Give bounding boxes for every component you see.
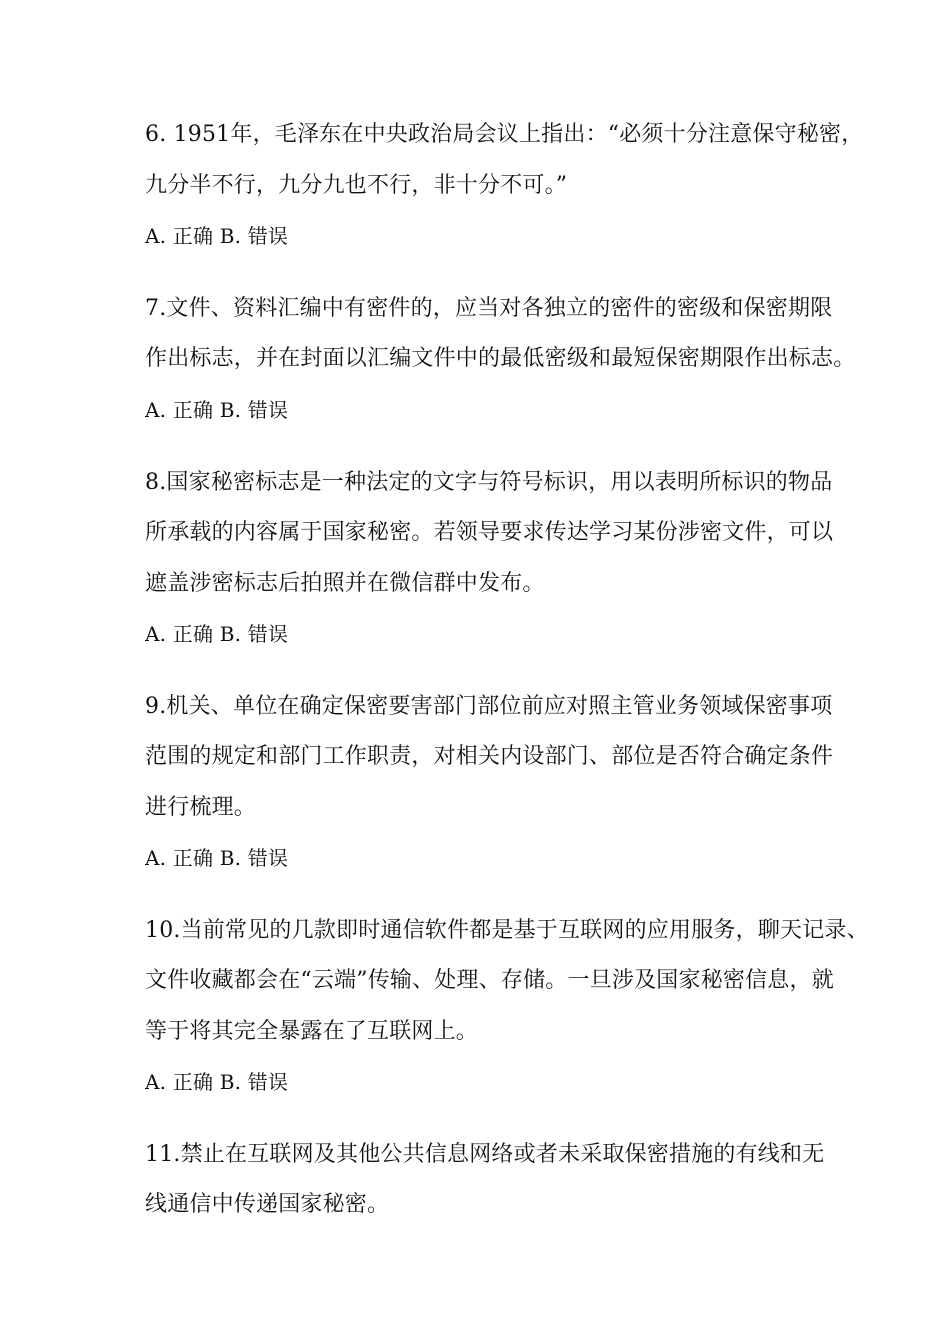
question-10-line-1: 10.当前常见的几款即时通信软件都是基于互联网的应用服务，聊天记录、 — [145, 918, 869, 943]
question-6-options: A. 正确 B. 错误 — [145, 224, 289, 248]
question-8-line-1: 8.国家秘密标志是一种法定的文字与符号标识，用以表明所标识的物品 — [145, 470, 833, 495]
question-9-options: A. 正确 B. 错误 — [145, 846, 289, 870]
question-6-line-2: 九分半不行，九分九也不行，非十分不可。” — [145, 173, 568, 198]
question-10-line-2: 文件收藏都会在“云端”传输、处理、存储。一旦涉及国家秘密信息，就 — [145, 968, 834, 993]
question-8-options: A. 正确 B. 错误 — [145, 622, 289, 646]
question-7-line-2: 作出标志，并在封面以汇编文件中的最低密级和最短保密期限作出标志。 — [145, 346, 856, 371]
question-7-line-1: 7.文件、资料汇编中有密件的，应当对各独立的密件的密级和保密期限 — [145, 296, 833, 321]
question-10-line-3: 等于将其完全暴露在了互联网上。 — [145, 1019, 479, 1044]
question-9-line-1: 9.机关、单位在确定保密要害部门部位前应对照主管业务领域保密事项 — [145, 694, 833, 719]
question-11-line-2: 线通信中传递国家秘密。 — [145, 1192, 390, 1217]
question-11-line-1: 11.禁止在互联网及其他公共信息网络或者未采取保密措施的有线和无 — [145, 1142, 825, 1167]
question-9-line-3: 进行梳理。 — [145, 795, 257, 820]
question-8-line-2: 所承载的内容属于国家秘密。若领导要求传达学习某份涉密文件，可以 — [145, 520, 834, 545]
question-9-line-2: 范围的规定和部门工作职责，对相关内设部门、部位是否符合确定条件 — [145, 744, 834, 769]
question-6-line-1: 6. 1951年，毛泽东在中央政治局会议上指出：“必须十分注意保守秘密， — [145, 122, 864, 147]
question-8-line-3: 遮盖涉密标志后拍照并在微信群中发布。 — [145, 571, 545, 596]
question-10-options: A. 正确 B. 错误 — [145, 1070, 289, 1094]
question-7-options: A. 正确 B. 错误 — [145, 398, 289, 422]
